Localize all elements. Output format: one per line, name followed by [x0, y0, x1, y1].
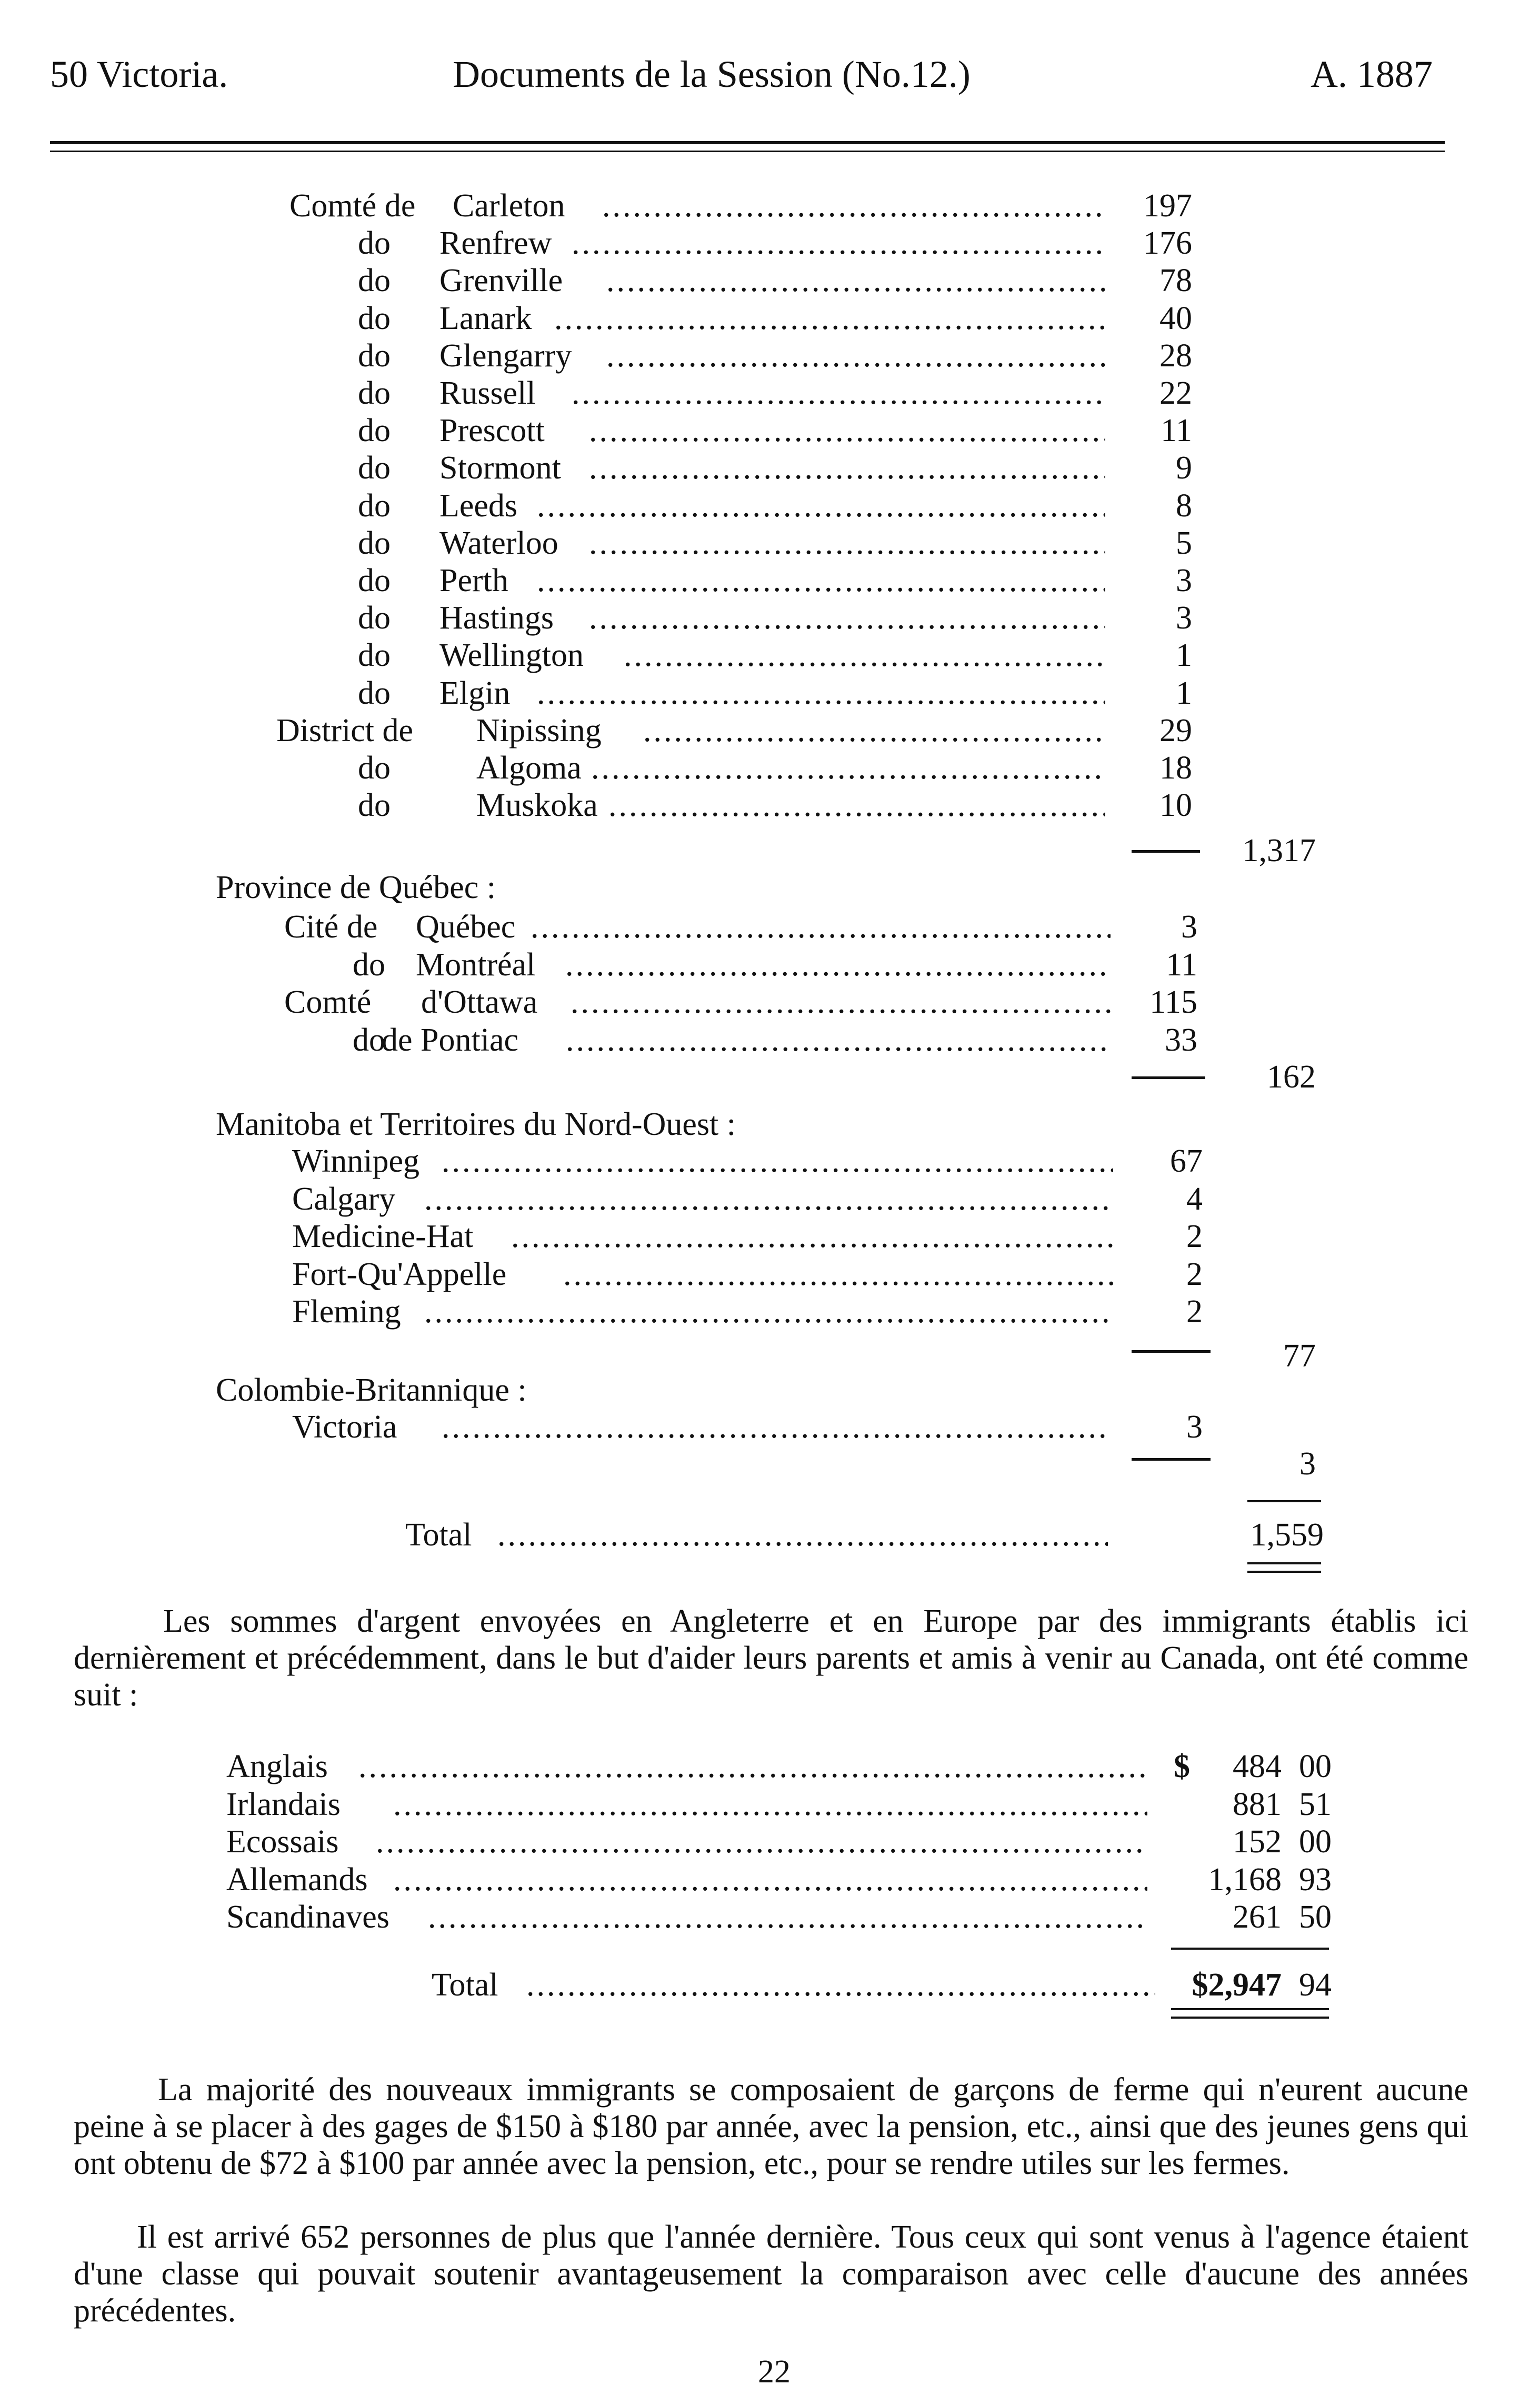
money-total-label: Total [432, 1967, 498, 2003]
quebec-subtotal-rule [1132, 1076, 1205, 1079]
ontario-row-value: 8 [1176, 487, 1192, 524]
manitoba-row-name: Fort-Qu'Appelle [292, 1256, 507, 1292]
ontario-subtotal-rule [1132, 850, 1200, 853]
paragraph-arrivals: Il est arrivé 652 personnes de plus que l'année dernière. Tous ceux qui sont venus à l'agence étaient d'une classe qui pouvait soutenir avantageusement la comparaison avec celle d'aucune des années précédentes. [74, 2219, 1468, 2329]
ontario-row-prefix: do [358, 450, 391, 486]
ontario-row-value: 197 [1143, 188, 1192, 224]
paragraph-farm-workers: La majorité des nouveaux immigrants se composaient de garçons de ferme qui n'eurent aucune peine à se placer à des gages de $150 à $180 par année, avec la pension, etc., ainsi que des jeunes gens qui ont obtenu de $72 à $100 par année avec la pension, etc., pour se rendre utiles sur les fermes. [74, 2072, 1468, 2181]
money-intro: Les sommes d'argent envoyées en Angleterre et en Europe par des immigrants établis ici dernièrement et précédemment, dans le but d'aider leurs parents et amis à venir au Canada, ont été comme suit : [74, 1603, 1468, 1713]
manitoba-subtotal: 77 [1283, 1338, 1316, 1374]
ontario-row-value: 3 [1176, 600, 1192, 636]
ontario-row-leader [643, 712, 1105, 750]
manitoba-row-leader [511, 1218, 1113, 1255]
ontario-row-value: 40 [1159, 300, 1192, 336]
manitoba-row-value: 2 [1186, 1256, 1203, 1292]
header-rule-thick [50, 141, 1445, 144]
bc-row-name: Victoria [292, 1409, 397, 1445]
money-total-leader [526, 1966, 1155, 2004]
grand-total-label: Total [405, 1517, 472, 1553]
money-row-cents: 00 [1299, 1824, 1332, 1860]
manitoba-row-name: Medicine-Hat [292, 1219, 474, 1254]
money-total-dollars: $2,947 [1192, 1967, 1282, 2003]
quebec-subtotal: 162 [1267, 1059, 1316, 1095]
money-row-leader [393, 1785, 1147, 1823]
money-row-cents: 93 [1299, 1861, 1332, 1898]
quebec-row-prefix: do [353, 946, 385, 983]
ontario-row-prefix: do [358, 413, 391, 449]
bc-heading: Colombie-Britannique : [216, 1372, 527, 1408]
money-row-dollars: 881 [1233, 1786, 1282, 1822]
manitoba-heading: Manitoba et Territoires du Nord-Ouest : [216, 1106, 736, 1142]
ontario-row-prefix: do [358, 637, 391, 674]
ontario-row-leader [537, 674, 1105, 712]
manitoba-row-leader [424, 1180, 1113, 1218]
ontario-row-prefix: do [358, 337, 391, 374]
money-row-leader [376, 1823, 1147, 1861]
ontario-row-value: 28 [1159, 337, 1192, 374]
ontario-row-value: 3 [1176, 563, 1192, 598]
ontario-row-value: 78 [1159, 263, 1192, 299]
ontario-row-prefix: District de [276, 712, 413, 749]
quebec-row-name: de Pontiac [382, 1022, 518, 1058]
ontario-row-leader [589, 599, 1105, 637]
manitoba-row-value: 2 [1186, 1294, 1203, 1330]
bc-subtotal: 3 [1299, 1446, 1316, 1482]
money-row-leader [358, 1748, 1147, 1785]
quebec-row-value: 11 [1166, 946, 1197, 983]
ontario-row-leader [572, 224, 1105, 262]
header-rule-thin [50, 151, 1445, 152]
money-total-double-rule-1 [1171, 2008, 1329, 2010]
ontario-row-name: Muskoka [476, 787, 598, 824]
ontario-row-value: 9 [1176, 450, 1192, 486]
page-number: 22 [758, 2354, 791, 2390]
ontario-row-leader [589, 449, 1105, 487]
bc-row-leader [442, 1408, 1111, 1446]
grand-total-top-rule [1247, 1500, 1321, 1502]
header-right: A. 1887 [1311, 53, 1433, 95]
ontario-row-prefix: do [358, 375, 391, 411]
ontario-row-leader [624, 636, 1105, 674]
manitoba-subtotal-rule [1132, 1350, 1211, 1353]
ontario-row-name: Russell [439, 375, 536, 411]
ontario-row-name: Leeds [439, 487, 518, 524]
ontario-row-name: Hastings [439, 600, 554, 636]
money-row-leader [393, 1861, 1147, 1899]
money-row-dollars: 1,168 [1208, 1861, 1282, 1898]
money-row-name: Irlandais [226, 1786, 341, 1822]
ontario-row-prefix: do [358, 563, 391, 598]
ontario-row-name: Elgin [439, 675, 511, 711]
header-center: Documents de la Session (No.12.) [453, 53, 971, 95]
ontario-row-value: 29 [1159, 712, 1192, 749]
money-currency-sign: $ [1174, 1749, 1190, 1784]
money-row-dollars: 261 [1233, 1899, 1282, 1935]
ontario-row-leader [554, 300, 1105, 337]
money-total-top-rule [1171, 1948, 1329, 1950]
quebec-row-prefix: do [353, 1022, 385, 1058]
money-row-name: Anglais [226, 1749, 328, 1784]
ontario-row-leader [589, 412, 1105, 450]
money-row-dollars: 484 [1233, 1749, 1282, 1784]
manitoba-row-leader [442, 1142, 1113, 1180]
ontario-row-prefix: do [358, 600, 391, 636]
ontario-row-name: Lanark [439, 300, 532, 336]
ontario-row-prefix: do [358, 225, 391, 262]
ontario-row-prefix: do [358, 787, 391, 824]
quebec-row-value: 115 [1149, 984, 1197, 1020]
manitoba-row-leader [563, 1255, 1113, 1293]
ontario-row-value: 5 [1176, 525, 1192, 561]
ontario-row-name: Nipissing [476, 712, 602, 749]
ontario-row-leader [606, 337, 1105, 375]
quebec-row-leader [571, 983, 1111, 1021]
ontario-row-prefix: do [358, 675, 391, 711]
ontario-row-leader [591, 749, 1105, 787]
money-total-double-rule-2 [1171, 2017, 1329, 2019]
ontario-row-leader [589, 524, 1105, 562]
ontario-row-prefix: do [358, 263, 391, 299]
money-row-cents: 51 [1299, 1786, 1332, 1822]
grand-total-value: 1,559 [1250, 1517, 1324, 1553]
quebec-row-name: d'Ottawa [421, 984, 538, 1020]
manitoba-row-value: 4 [1186, 1181, 1203, 1217]
ontario-row-prefix: do [358, 750, 391, 786]
manitoba-row-value: 67 [1170, 1143, 1203, 1179]
ontario-row-name: Wellington [439, 637, 584, 674]
ontario-row-name: Perth [439, 563, 508, 598]
manitoba-row-name: Calgary [292, 1181, 396, 1217]
money-row-leader [428, 1898, 1147, 1936]
quebec-row-leader [531, 908, 1111, 946]
ontario-row-value: 10 [1159, 787, 1192, 824]
ontario-subtotal: 1,317 [1242, 833, 1316, 869]
ontario-row-name: Waterloo [439, 525, 558, 561]
grand-total-double-rule-2 [1247, 1571, 1321, 1573]
money-row-dollars: 152 [1233, 1824, 1282, 1860]
ontario-row-leader [606, 262, 1105, 300]
bc-row-value: 3 [1186, 1409, 1203, 1445]
quebec-row-prefix: Cité de [284, 909, 378, 945]
ontario-row-prefix: do [358, 300, 391, 336]
ontario-row-name: Carleton [453, 188, 565, 224]
quebec-row-value: 3 [1181, 909, 1197, 945]
ontario-row-value: 1 [1176, 675, 1192, 711]
ontario-row-prefix: Comté de [289, 188, 416, 224]
manitoba-row-leader [424, 1293, 1113, 1331]
ontario-row-value: 176 [1143, 225, 1192, 262]
grand-total-double-rule-1 [1247, 1562, 1321, 1564]
ontario-row-leader [537, 562, 1105, 600]
ontario-row-name: Grenville [439, 263, 563, 299]
quebec-row-leader [565, 946, 1111, 984]
quebec-row-prefix: Comté [284, 984, 372, 1020]
ontario-row-value: 18 [1159, 750, 1192, 786]
ontario-row-value: 1 [1176, 637, 1192, 674]
manitoba-row-name: Fleming [292, 1294, 401, 1330]
money-row-name: Ecossais [226, 1824, 339, 1860]
money-total-cents: 94 [1299, 1967, 1332, 2003]
ontario-row-leader [602, 187, 1105, 225]
quebec-row-name: Montréal [416, 946, 536, 983]
quebec-heading: Province de Québec : [216, 870, 496, 905]
grand-total-leader [497, 1516, 1108, 1554]
ontario-row-prefix: do [358, 525, 391, 561]
ontario-row-leader [572, 374, 1105, 412]
quebec-row-value: 33 [1165, 1022, 1197, 1058]
money-row-name: Scandinaves [226, 1899, 389, 1935]
header-left: 50 Victoria. [50, 53, 228, 95]
ontario-row-name: Algoma [476, 750, 582, 786]
money-row-cents: 50 [1299, 1899, 1332, 1935]
quebec-row-leader [566, 1021, 1111, 1059]
ontario-row-prefix: do [358, 487, 391, 524]
quebec-row-name: Québec [416, 909, 516, 945]
ontario-row-value: 11 [1161, 413, 1192, 449]
ontario-row-value: 22 [1159, 375, 1192, 411]
ontario-row-leader [608, 786, 1105, 824]
bc-subtotal-rule [1132, 1458, 1211, 1461]
ontario-row-leader [537, 487, 1105, 525]
ontario-row-name: Prescott [439, 413, 545, 449]
ontario-row-name: Renfrew [439, 225, 552, 262]
ontario-row-name: Glengarry [439, 337, 572, 374]
manitoba-row-value: 2 [1186, 1219, 1203, 1254]
manitoba-row-name: Winnipeg [292, 1143, 420, 1179]
money-row-cents: 00 [1299, 1749, 1332, 1784]
money-row-name: Allemands [226, 1861, 368, 1898]
ontario-row-name: Stormont [439, 450, 561, 486]
